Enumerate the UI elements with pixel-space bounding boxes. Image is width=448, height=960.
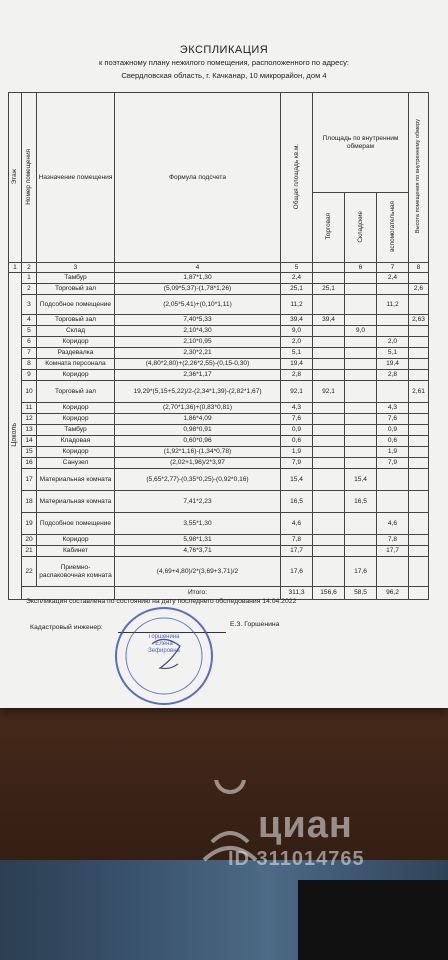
column-number: 1 (9, 263, 22, 273)
trade-area-sum: 156,6 (313, 587, 345, 600)
table-row (9, 403, 429, 414)
room-number-cell: 18 (22, 491, 37, 513)
formula-cell: 1,87*1,30 (115, 273, 281, 284)
trade-area-cell (313, 348, 345, 359)
table-row (9, 414, 429, 425)
trade-area-cell (313, 295, 345, 315)
room-purpose-cell: Коридор (37, 370, 115, 381)
height-cell (409, 403, 429, 414)
room-purpose-cell: Коридор (37, 535, 115, 546)
total-area-cell: 4,3 (281, 403, 313, 414)
table-row (9, 370, 429, 381)
trade-area-cell (313, 414, 345, 425)
room-number-cell: 5 (22, 326, 37, 337)
table-row (9, 546, 429, 557)
column-number-row (9, 263, 429, 273)
table-row (9, 535, 429, 546)
auxiliary-area-cell: 0,9 (377, 425, 409, 436)
room-purpose-cell: Кладовая (37, 436, 115, 447)
total-area-cell: 7,9 (281, 458, 313, 469)
total-area-cell: 9,0 (281, 326, 313, 337)
trade-area-cell: 39,4 (313, 315, 345, 326)
height-cell (409, 535, 429, 546)
room-purpose-cell: Торговый зал (37, 284, 115, 295)
room-number-cell: 9 (22, 370, 37, 381)
total-area-cell: 2,8 (281, 370, 313, 381)
trade-area-cell (313, 458, 345, 469)
formula-cell: 2,10*0,95 (115, 337, 281, 348)
formula-cell: 0,60*0,96 (115, 436, 281, 447)
table-row (9, 359, 429, 370)
height-cell (409, 326, 429, 337)
engineer-label: Кадастровый инженер: (30, 624, 103, 631)
document-address: Свердловская область, г. Качканар, 10 микрорайон, дом 4 (121, 71, 327, 80)
trade-area-cell (313, 326, 345, 337)
column-header-total-area: Общая площадь кв.м. (281, 93, 313, 263)
total-area-cell: 92,1 (281, 381, 313, 403)
room-purpose-cell: Коридор (37, 403, 115, 414)
room-purpose-cell: Санузел (37, 458, 115, 469)
auxiliary-area-cell: 2,0 (377, 337, 409, 348)
storage-area-cell (345, 403, 377, 414)
room-number-cell: 2 (22, 284, 37, 295)
total-area-cell: 17,7 (281, 546, 313, 557)
room-number-cell: 17 (22, 469, 37, 491)
trade-area-cell (313, 436, 345, 447)
trade-area-cell (313, 403, 345, 414)
total-area-cell: 2,0 (281, 337, 313, 348)
total-area-cell: 19,4 (281, 359, 313, 370)
room-number-cell: 10 (22, 381, 37, 403)
total-area-cell: 1,9 (281, 447, 313, 458)
column-header-room-number: Номер помещения (22, 93, 37, 263)
height-cell (409, 436, 429, 447)
column-number: 7 (377, 263, 409, 273)
room-purpose-cell: Комната персонала (37, 359, 115, 370)
formula-cell: 5,98*1,31 (115, 535, 281, 546)
auxiliary-area-cell: 17,7 (377, 546, 409, 557)
total-area-cell: 16,5 (281, 491, 313, 513)
formula-cell: 2,36*1,17 (115, 370, 281, 381)
trade-area-cell (313, 337, 345, 348)
auxiliary-area-cell: 4,3 (377, 403, 409, 414)
formula-cell: 2,10*4,30 (115, 326, 281, 337)
seal-stamp (112, 604, 216, 708)
storage-area-cell (345, 535, 377, 546)
table-row (9, 273, 429, 284)
height-cell (409, 370, 429, 381)
trade-area-cell (313, 469, 345, 491)
room-purpose-cell: Коридор (37, 337, 115, 348)
height-cell (409, 273, 429, 284)
height-cell (409, 469, 429, 491)
total-area-cell: 25,1 (281, 284, 313, 295)
table-row (9, 284, 429, 295)
storage-area-cell (345, 337, 377, 348)
storage-area-cell (345, 295, 377, 315)
column-header-purpose: Назначение помещения (37, 93, 115, 263)
trade-area-cell (313, 491, 345, 513)
column-number (313, 263, 345, 273)
room-number-cell: 12 (22, 414, 37, 425)
auxiliary-area-cell: 4,6 (377, 513, 409, 535)
height-cell (409, 513, 429, 535)
trade-area-cell (313, 557, 345, 587)
auxiliary-area-cell: 7,6 (377, 414, 409, 425)
storage-area-cell: 17,6 (345, 557, 377, 587)
auxiliary-area-cell: 19,4 (377, 359, 409, 370)
room-purpose-cell: Коридор (37, 414, 115, 425)
formula-cell: 7,41*2,23 (115, 491, 281, 513)
room-number-cell: 20 (22, 535, 37, 546)
room-purpose-cell: Подсобное помещение (37, 513, 115, 535)
formula-cell: (2,02+1,96)/2*3,97 (115, 458, 281, 469)
room-number-cell: 16 (22, 458, 37, 469)
room-purpose-cell: Торговый зал (37, 315, 115, 326)
stamp-line: Елена (155, 640, 173, 647)
room-number-cell: 6 (22, 337, 37, 348)
column-header-auxiliary: вспомогательная (377, 193, 409, 263)
table-row (9, 469, 429, 491)
column-header-trade: Торговая (313, 193, 345, 263)
total-area-cell: 11,2 (281, 295, 313, 315)
total-area-cell: 4,6 (281, 513, 313, 535)
column-number: 4 (115, 263, 281, 273)
stamp-line: Зефировна (148, 647, 180, 654)
height-cell: 2,6 (409, 284, 429, 295)
room-number-cell: 4 (22, 315, 37, 326)
total-label-cell: Итого: (115, 587, 281, 600)
height-cell (409, 491, 429, 513)
total-area-cell: 2,4 (281, 273, 313, 284)
storage-area-cell (345, 447, 377, 458)
column-number: 3 (37, 263, 115, 273)
room-purpose-cell: Коридор (37, 447, 115, 458)
table-header-row (9, 93, 429, 193)
height-empty (409, 587, 429, 600)
table-row (9, 326, 429, 337)
trade-area-cell (313, 513, 345, 535)
document-subtitle: к поэтажному плану нежилого помещения, расположенного по адресу: (98, 58, 350, 67)
height-cell (409, 337, 429, 348)
auxiliary-area-cell: 0,6 (377, 436, 409, 447)
formula-cell: (2,05*5,41)+(0,10*1,11) (115, 295, 281, 315)
column-header-formula: Формула подсчета (115, 93, 281, 263)
footer-note: Экспликация составлена по состоянию на дату последнего обследования 14.04.2022 (26, 598, 297, 605)
room-purpose-cell: Материальная комната (37, 469, 115, 491)
room-purpose-cell: Тамбур (37, 425, 115, 436)
auxiliary-area-cell: 7,9 (377, 458, 409, 469)
table-row (9, 337, 429, 348)
storage-area-cell (345, 315, 377, 326)
formula-cell: (2,70*1,36)+(0,83*0,81) (115, 403, 281, 414)
height-cell (409, 458, 429, 469)
auxiliary-area-cell: 2,4 (377, 273, 409, 284)
height-cell (409, 546, 429, 557)
formula-cell: (4,69+4,80)/2*(3,69+3,71)/2 (115, 557, 281, 587)
storage-area-cell (345, 425, 377, 436)
auxiliary-area-cell (377, 326, 409, 337)
trade-area-cell (313, 370, 345, 381)
height-cell: 2,63 (409, 315, 429, 326)
height-cell: 2,61 (409, 381, 429, 403)
storage-area-cell (345, 458, 377, 469)
storage-area-cell: 15,4 (345, 469, 377, 491)
auxiliary-area-cell: 5,1 (377, 348, 409, 359)
dark-corner (298, 880, 448, 960)
room-number-cell: 7 (22, 348, 37, 359)
formula-cell: (1,92*1,16)-(1,34*0,78) (115, 447, 281, 458)
storage-area-cell (345, 381, 377, 403)
room-number-cell: 15 (22, 447, 37, 458)
storage-area-cell (345, 370, 377, 381)
watermark-brand: циан (258, 804, 353, 846)
table-row (9, 348, 429, 359)
formula-cell: (5,09*5,37)-(1,78*1,26) (115, 284, 281, 295)
document-title: ЭКСПЛИКАЦИЯ (179, 44, 269, 56)
stamp-line: Горшенина (148, 634, 180, 640)
trade-area-cell (313, 447, 345, 458)
auxiliary-area-cell: 7,8 (377, 535, 409, 546)
formula-cell: (5,65*2,77)-(0,35*0,25)-(0,92*0,16) (115, 469, 281, 491)
room-purpose-cell: Приемно-распаковочная комната (37, 557, 115, 587)
height-cell (409, 425, 429, 436)
total-area-cell: 17,6 (281, 557, 313, 587)
trade-area-cell: 25,1 (313, 284, 345, 295)
room-number-cell: 8 (22, 359, 37, 370)
total-area-cell: 15,4 (281, 469, 313, 491)
formula-cell: 2,30*2,21 (115, 348, 281, 359)
storage-area-cell (345, 513, 377, 535)
table-row (9, 295, 429, 315)
storage-area-cell (345, 359, 377, 370)
auxiliary-area-cell (377, 491, 409, 513)
engineer-name: Е.З. Горшенина (230, 621, 280, 628)
room-number-cell: 3 (22, 295, 37, 315)
formula-cell: 0,98*0,91 (115, 425, 281, 436)
auxiliary-area-cell: 1,9 (377, 447, 409, 458)
room-purpose-cell: Склад (37, 326, 115, 337)
table-row (9, 315, 429, 326)
column-header-storage: Складские (345, 193, 377, 263)
stamp-text (112, 634, 216, 655)
room-purpose-cell: Материальная комната (37, 491, 115, 513)
formula-cell: 4,76*3,71 (115, 546, 281, 557)
room-number-cell: 19 (22, 513, 37, 535)
storage-area-cell (345, 273, 377, 284)
storage-area-cell (345, 546, 377, 557)
total-area-cell: 0,9 (281, 425, 313, 436)
room-purpose-cell: Тамбур (37, 273, 115, 284)
section-floor-label: Цоколь (9, 273, 22, 600)
trade-area-cell (313, 546, 345, 557)
table-row (9, 513, 429, 535)
trade-area-cell (313, 359, 345, 370)
room-number-cell: 14 (22, 436, 37, 447)
formula-cell: (4,80*2,80)+(2,26*2,55)-(0,15-0,30) (115, 359, 281, 370)
room-purpose-cell: Кабинет (37, 546, 115, 557)
auxiliary-area-cell: 11,2 (377, 295, 409, 315)
auxiliary-area-cell (377, 315, 409, 326)
table-row (9, 557, 429, 587)
room-number-cell: 21 (22, 546, 37, 557)
storage-area-cell (345, 414, 377, 425)
column-number: 8 (409, 263, 429, 273)
auxiliary-area-cell (377, 284, 409, 295)
total-area-cell: 39,4 (281, 315, 313, 326)
column-header-floor: Этаж (9, 93, 22, 263)
height-cell (409, 295, 429, 315)
formula-cell: 19,29*(5,15+5,22)/2-(2,34*1,39)-(2,82*1,67) (115, 381, 281, 403)
watermark-id: ID 311014765 (228, 848, 365, 870)
total-area-cell: 7,6 (281, 414, 313, 425)
room-number-cell: 22 (22, 557, 37, 587)
table-row (9, 425, 429, 436)
formula-cell: 3,55*1,30 (115, 513, 281, 535)
table-row (9, 436, 429, 447)
storage-area-cell (345, 436, 377, 447)
storage-area-cell: 16,5 (345, 491, 377, 513)
column-number: 5 (281, 263, 313, 273)
trade-area-cell (313, 425, 345, 436)
height-cell (409, 447, 429, 458)
auxiliary-area-sum: 96,2 (377, 587, 409, 600)
trade-area-cell: 92,1 (313, 381, 345, 403)
room-purpose-cell: Подсобное помещение (37, 295, 115, 315)
height-cell (409, 348, 429, 359)
total-area-sum: 311,3 (281, 587, 313, 600)
total-area-cell: 5,1 (281, 348, 313, 359)
table-row (9, 458, 429, 469)
table-row (9, 491, 429, 513)
height-cell (409, 414, 429, 425)
height-cell (409, 359, 429, 370)
total-area-cell: 0,6 (281, 436, 313, 447)
column-header-height: Высота помещения по внутреннему обмеру (409, 93, 429, 263)
storage-area-cell: 9,0 (345, 326, 377, 337)
room-number-cell: 13 (22, 425, 37, 436)
trade-area-cell (313, 535, 345, 546)
storage-area-sum: 58,5 (345, 587, 377, 600)
height-cell (409, 557, 429, 587)
formula-cell: 1,86*4,09 (115, 414, 281, 425)
room-number-cell: 1 (22, 273, 37, 284)
room-purpose-cell: Торговый зал (37, 381, 115, 403)
auxiliary-area-cell (377, 381, 409, 403)
room-number-cell: 11 (22, 403, 37, 414)
storage-area-cell (345, 284, 377, 295)
table-row (9, 447, 429, 458)
storage-area-cell (345, 348, 377, 359)
explication-table (8, 92, 429, 600)
column-number: 2 (22, 263, 37, 273)
auxiliary-area-cell (377, 469, 409, 491)
formula-cell: 7,40*5,33 (115, 315, 281, 326)
auxiliary-area-cell: 2,8 (377, 370, 409, 381)
room-purpose-cell: Раздевалка (37, 348, 115, 359)
auxiliary-area-cell (377, 557, 409, 587)
total-area-cell: 7,8 (281, 535, 313, 546)
table-row (9, 381, 429, 403)
trade-area-cell (313, 273, 345, 284)
column-header-area-group: Площадь по внутренним обмерам (313, 93, 409, 193)
column-number: 6 (345, 263, 377, 273)
